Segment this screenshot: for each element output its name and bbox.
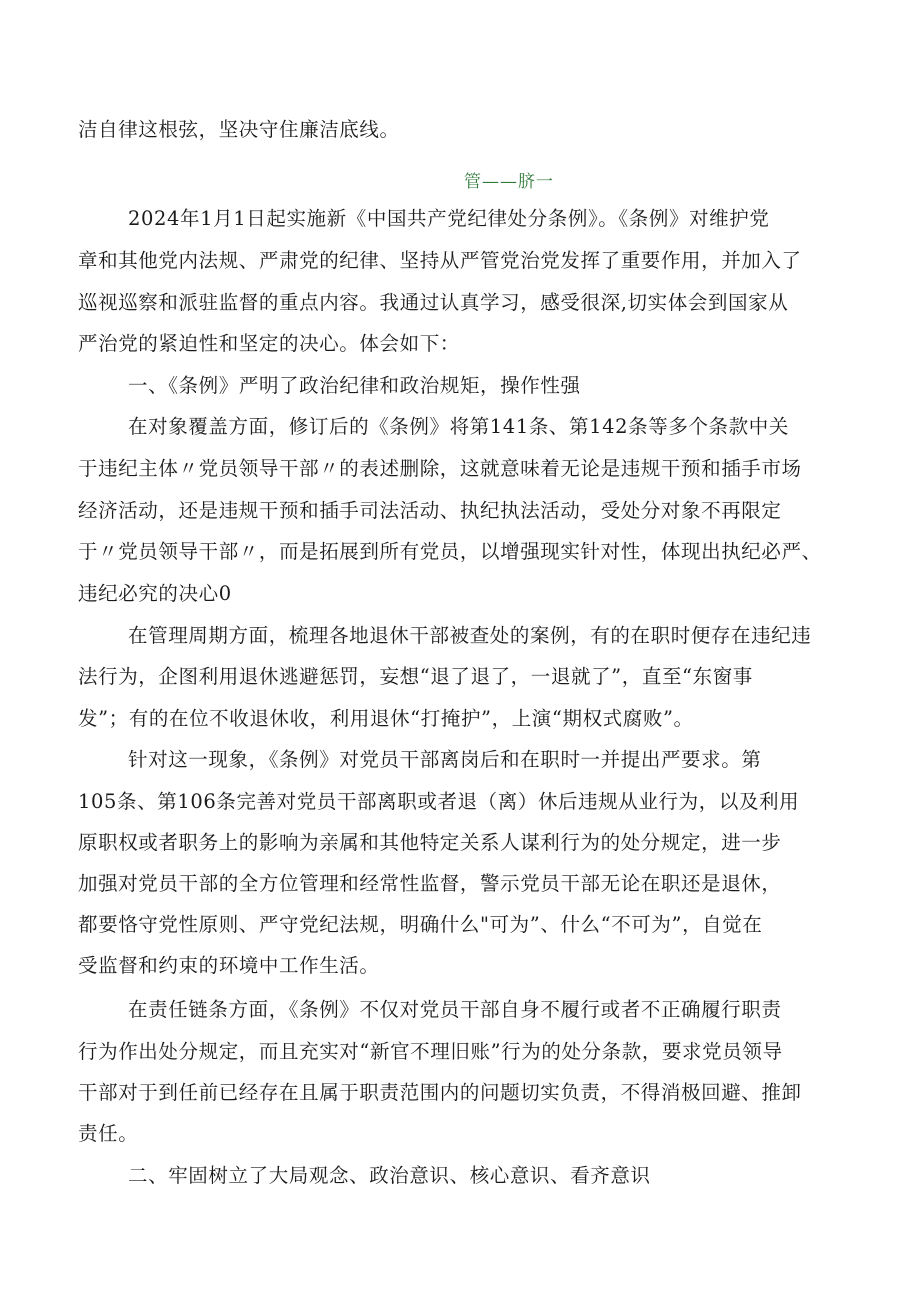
text-line: 于〃党员领导干部〃，而是拓展到所有党员，以增强现实针对性，体现出执纪必严、 <box>78 540 822 563</box>
text-line: 在责任链条方面，《条例》不仅对党员干部自身不履行或者不正确履行职责 <box>128 998 782 1021</box>
text-line: 于违纪主体〃党员领导干部〃的表述删除，这就意味着无论是违规干预和插手市场 <box>78 457 802 480</box>
text-line: 针对这一现象，《条例》对党员干部离岗后和在职时一并提出严要求。第 <box>128 748 762 771</box>
section-heading: 管——脐一 <box>464 172 554 192</box>
text-line: 巡视巡察和派驻监督的重点内容。我通过认真学习，感受很深,切实体会到国家从 <box>78 291 789 314</box>
text-line: 行为作出处分规定，而且充实对“新官不理旧账”行为的处分条款，要求党员领导 <box>78 1040 783 1063</box>
text-line: 洁自律这根弦，坚决守住廉洁底线。 <box>78 118 400 141</box>
text-line: 105条、第106条完善对党员干部离职或者退（离）休后违规从业行为，以及利用 <box>78 790 800 813</box>
text-line: 违纪必究的决心0 <box>78 582 232 605</box>
text-line: 在管理周期方面，梳理各地退休干部被查处的案例，有的在职时便存在违纪违 <box>128 624 812 647</box>
text-line: 受监督和约束的环境中工作生活。 <box>78 954 380 977</box>
subheading: 二、牢固树立了大局观念、政治意识、核心意识、看齐意识 <box>128 1164 651 1187</box>
text-line: 在对象覆盖方面，修订后的《条例》将第141条、第142条等多个条款中关 <box>128 415 789 438</box>
text-line: 严治党的紧迫性和坚定的决心。体会如下： <box>78 332 460 355</box>
text-line: 责任。 <box>78 1122 139 1145</box>
text-line: 2024年1月1日起实施新《中国共产党纪律处分条例》。《条例》对维护党 <box>128 207 770 230</box>
text-line: 法行为，企图利用退休逃避惩罚，妄想“退了退了，一退就了”，直至“东窗事 <box>78 665 753 688</box>
text-line: 经济活动，还是违规干预和插手司法活动、执纪执法活动，受处分对象不再限定 <box>78 499 782 522</box>
subheading: 一、《条例》严明了政治纪律和政治规矩，操作性强 <box>128 374 581 397</box>
text-line: 都要恪守党性原则、严守党纪法规，明确什么"可为”、什么“不可为”，自觉在 <box>78 913 763 936</box>
text-line: 章和其他党内法规、严肃党的纪律、坚持从严管党治党发挥了重要作用，并加入了 <box>78 249 802 272</box>
text-line: 加强对党员干部的全方位管理和经常性监督，警示党员干部无论在职还是退休， <box>78 872 782 895</box>
text-line: 干部对于到任前已经存在且属于职责范围内的问题切实负责，不得消极回避、推卸 <box>78 1081 802 1104</box>
text-line: 原职权或者职务上的影响为亲属和其他特定关系人谋利行为的处分规定，进一步 <box>78 831 782 854</box>
text-line: 发”；有的在位不收退休收，利用退休“打掩护”，上演“期权式腐败”。 <box>78 707 694 730</box>
